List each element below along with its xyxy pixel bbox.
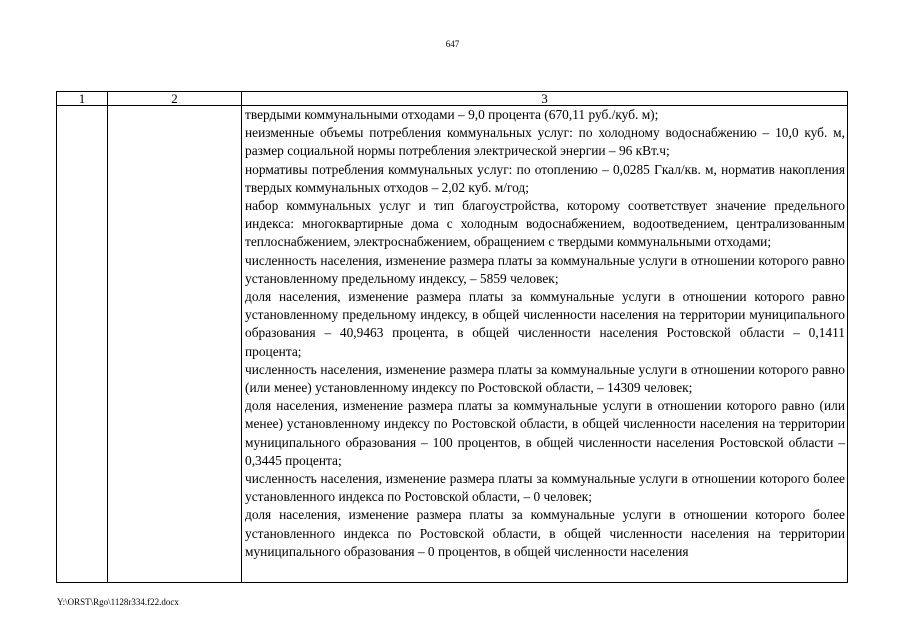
table-row [57, 106, 848, 583]
paragraph-share-equal: доля населения, изменение размера платы за коммунальные услуги в отношении которого равно установленному предельному индексу, в общей численности населения на территории муниципального образования – 40,9463 процента, в общей численности населения Ростовской области – 0,1411 процента; [245, 289, 845, 359]
paragraph-service-set: набор коммунальных услуг и тип благоустройства, которому соответствует значение предельного индекса: многоквартирные дома с холодным водоснабжением, водоотведением, централизованным теплоснабжением, электроснабжением, обращением с твердыми коммунальными отходами; [245, 198, 845, 250]
paragraph-waste-rate: твердыми коммунальными отходами – 9,0 процента (670,11 руб./куб. м); [245, 107, 659, 122]
paragraph-population-above: численность населения, изменение размера платы за коммунальные услуги в отношении которого более установленного индекса по Ростовской области, – 0 человек; [245, 471, 845, 505]
paragraph-population-equal: численность населения, изменение размера платы за коммунальные услуги в отношении которого равно установленному предельному индексу, – 5859 человек; [245, 252, 845, 286]
document-table [56, 91, 848, 583]
cell-col-2 [108, 106, 242, 583]
paragraph-share-equal-or-less: доля населения, изменение размера платы за коммунальные услуги в отношении которого равно (или менее) установленному индексу по Ростовской области, в общей численности населения на территории муниципального образования – 100 процентов, в общей численности населения Ростовской области – 0,3445 процента; [245, 398, 845, 468]
content-text-block [242, 106, 847, 582]
column-header-2: 2 [108, 92, 242, 106]
paragraph-population-equal-or-less: численность населения, изменение размера платы за коммунальные услуги в отношении которого равно (или менее) установленному индексу по Ростовской области, – 14309 человек; [245, 361, 845, 396]
column-header-3: 3 [242, 92, 848, 106]
paragraph-consumption-volumes: неизменные объемы потребления коммунальных услуг: по холодному водоснабжению – 10,0 куб. м, размер социальной нормы потребления электрической энергии – 96 кВт.ч; [245, 125, 845, 159]
paragraph-consumption-norms: нормативы потребления коммунальных услуг: по отоплению – 0,0285 Гкал/кв. м, норматив накопления твердых коммунальных отходов – 2,02 куб. м/год; [245, 161, 845, 195]
paragraph-share-above: доля населения, изменение размера платы за коммунальные услуги в отношении которого более установленного индекса по Ростовской области, в общей численности населения на территории муниципального образования – 0 процентов, в общей численности населения [245, 507, 845, 559]
cell-col-1 [57, 106, 108, 583]
cell-col-3 [242, 106, 848, 583]
column-header-1: 1 [57, 92, 108, 106]
table-header-row [57, 92, 848, 106]
page-number: 647 [445, 39, 460, 49]
footer-file-path: Y:\ORST\Rgo\1128r334.f22.docx [57, 597, 179, 607]
